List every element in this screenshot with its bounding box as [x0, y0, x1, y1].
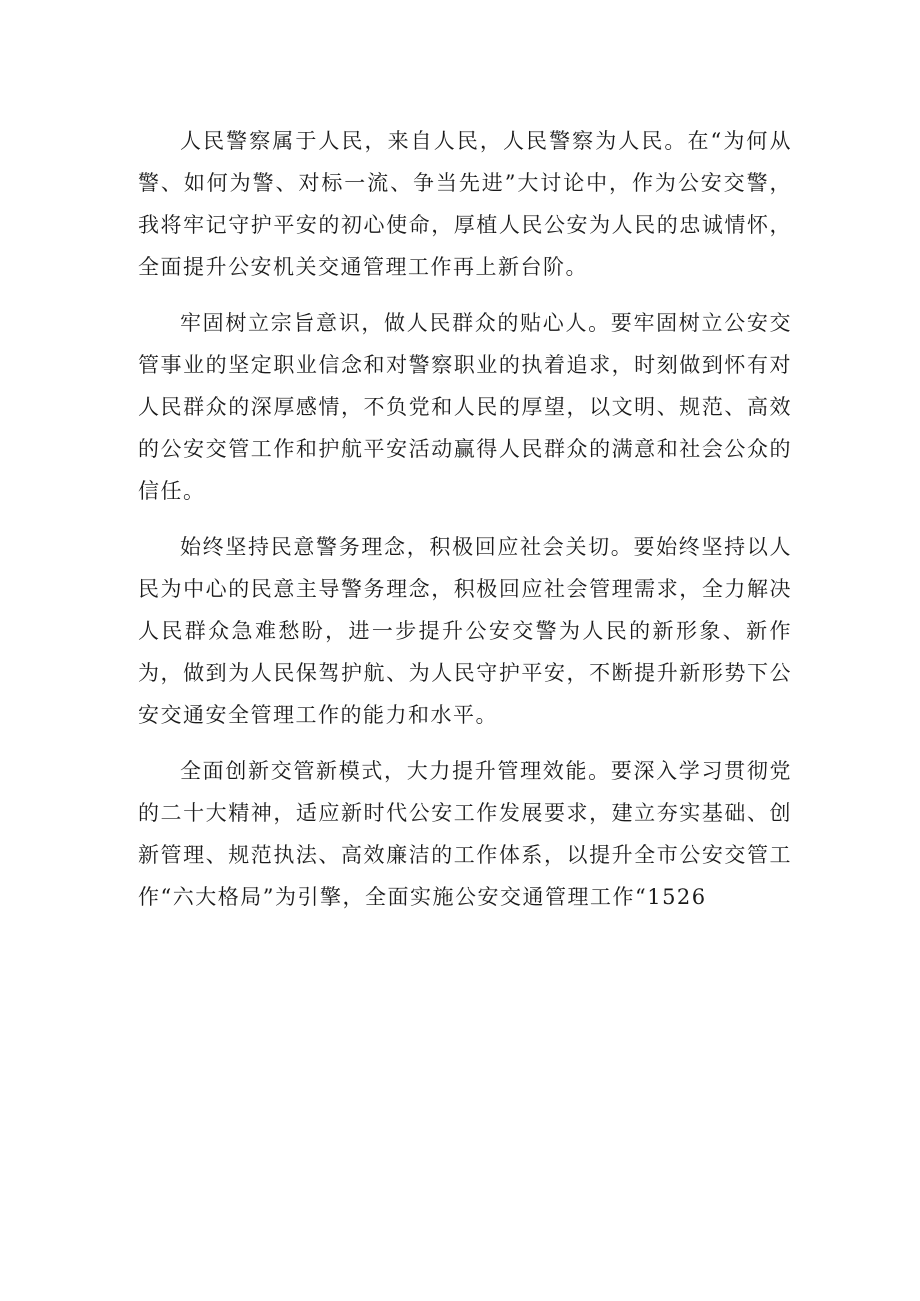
paragraph-3: 始终坚持民意警务理念，积极回应社会关切。要始终坚持以人民为中心的民意主导警务理念，积极回应社会管理需求，全力解决人民群众急难愁盼，进一步提升公安交警为人民的新形象、新作为，做到为人民保驾护航、为人民守护平安，不断提升新形势下公安交通安全管理工作的能力和水平。 [138, 535, 792, 727]
document-body [138, 120, 792, 918]
paragraph-4: 全面创新交管新模式，大力提升管理效能。要深入学习贯彻党的二十大精神，适应新时代公安工作发展要求，建立夯实基础、创新管理、规范执法、高效廉洁的工作体系，以提升全市公安交管工作“六大格局”为引擎，全面实施公安交通管理工作“1526 [138, 759, 792, 909]
paragraph-2: 牢固树立宗旨意识，做人民群众的贴心人。要牢固树立公安交管事业的坚定职业信念和对警察职业的执着追求，时刻做到怀有对人民群众的深厚感情，不负党和人民的厚望，以文明、规范、高效的公安交管工作和护航平安活动赢得人民群众的满意和社会公众的信任。 [138, 311, 792, 503]
paragraph-1: 人民警察属于人民，来自人民，人民警察为人民。在“为何从警、如何为警、对标一流、争当先进”大讨论中，作为公安交警，我将牢记守护平安的初心使命，厚植人民公安为人民的忠诚情怀，全面提升公安机关交通管理工作再上新台阶。 [138, 129, 792, 279]
